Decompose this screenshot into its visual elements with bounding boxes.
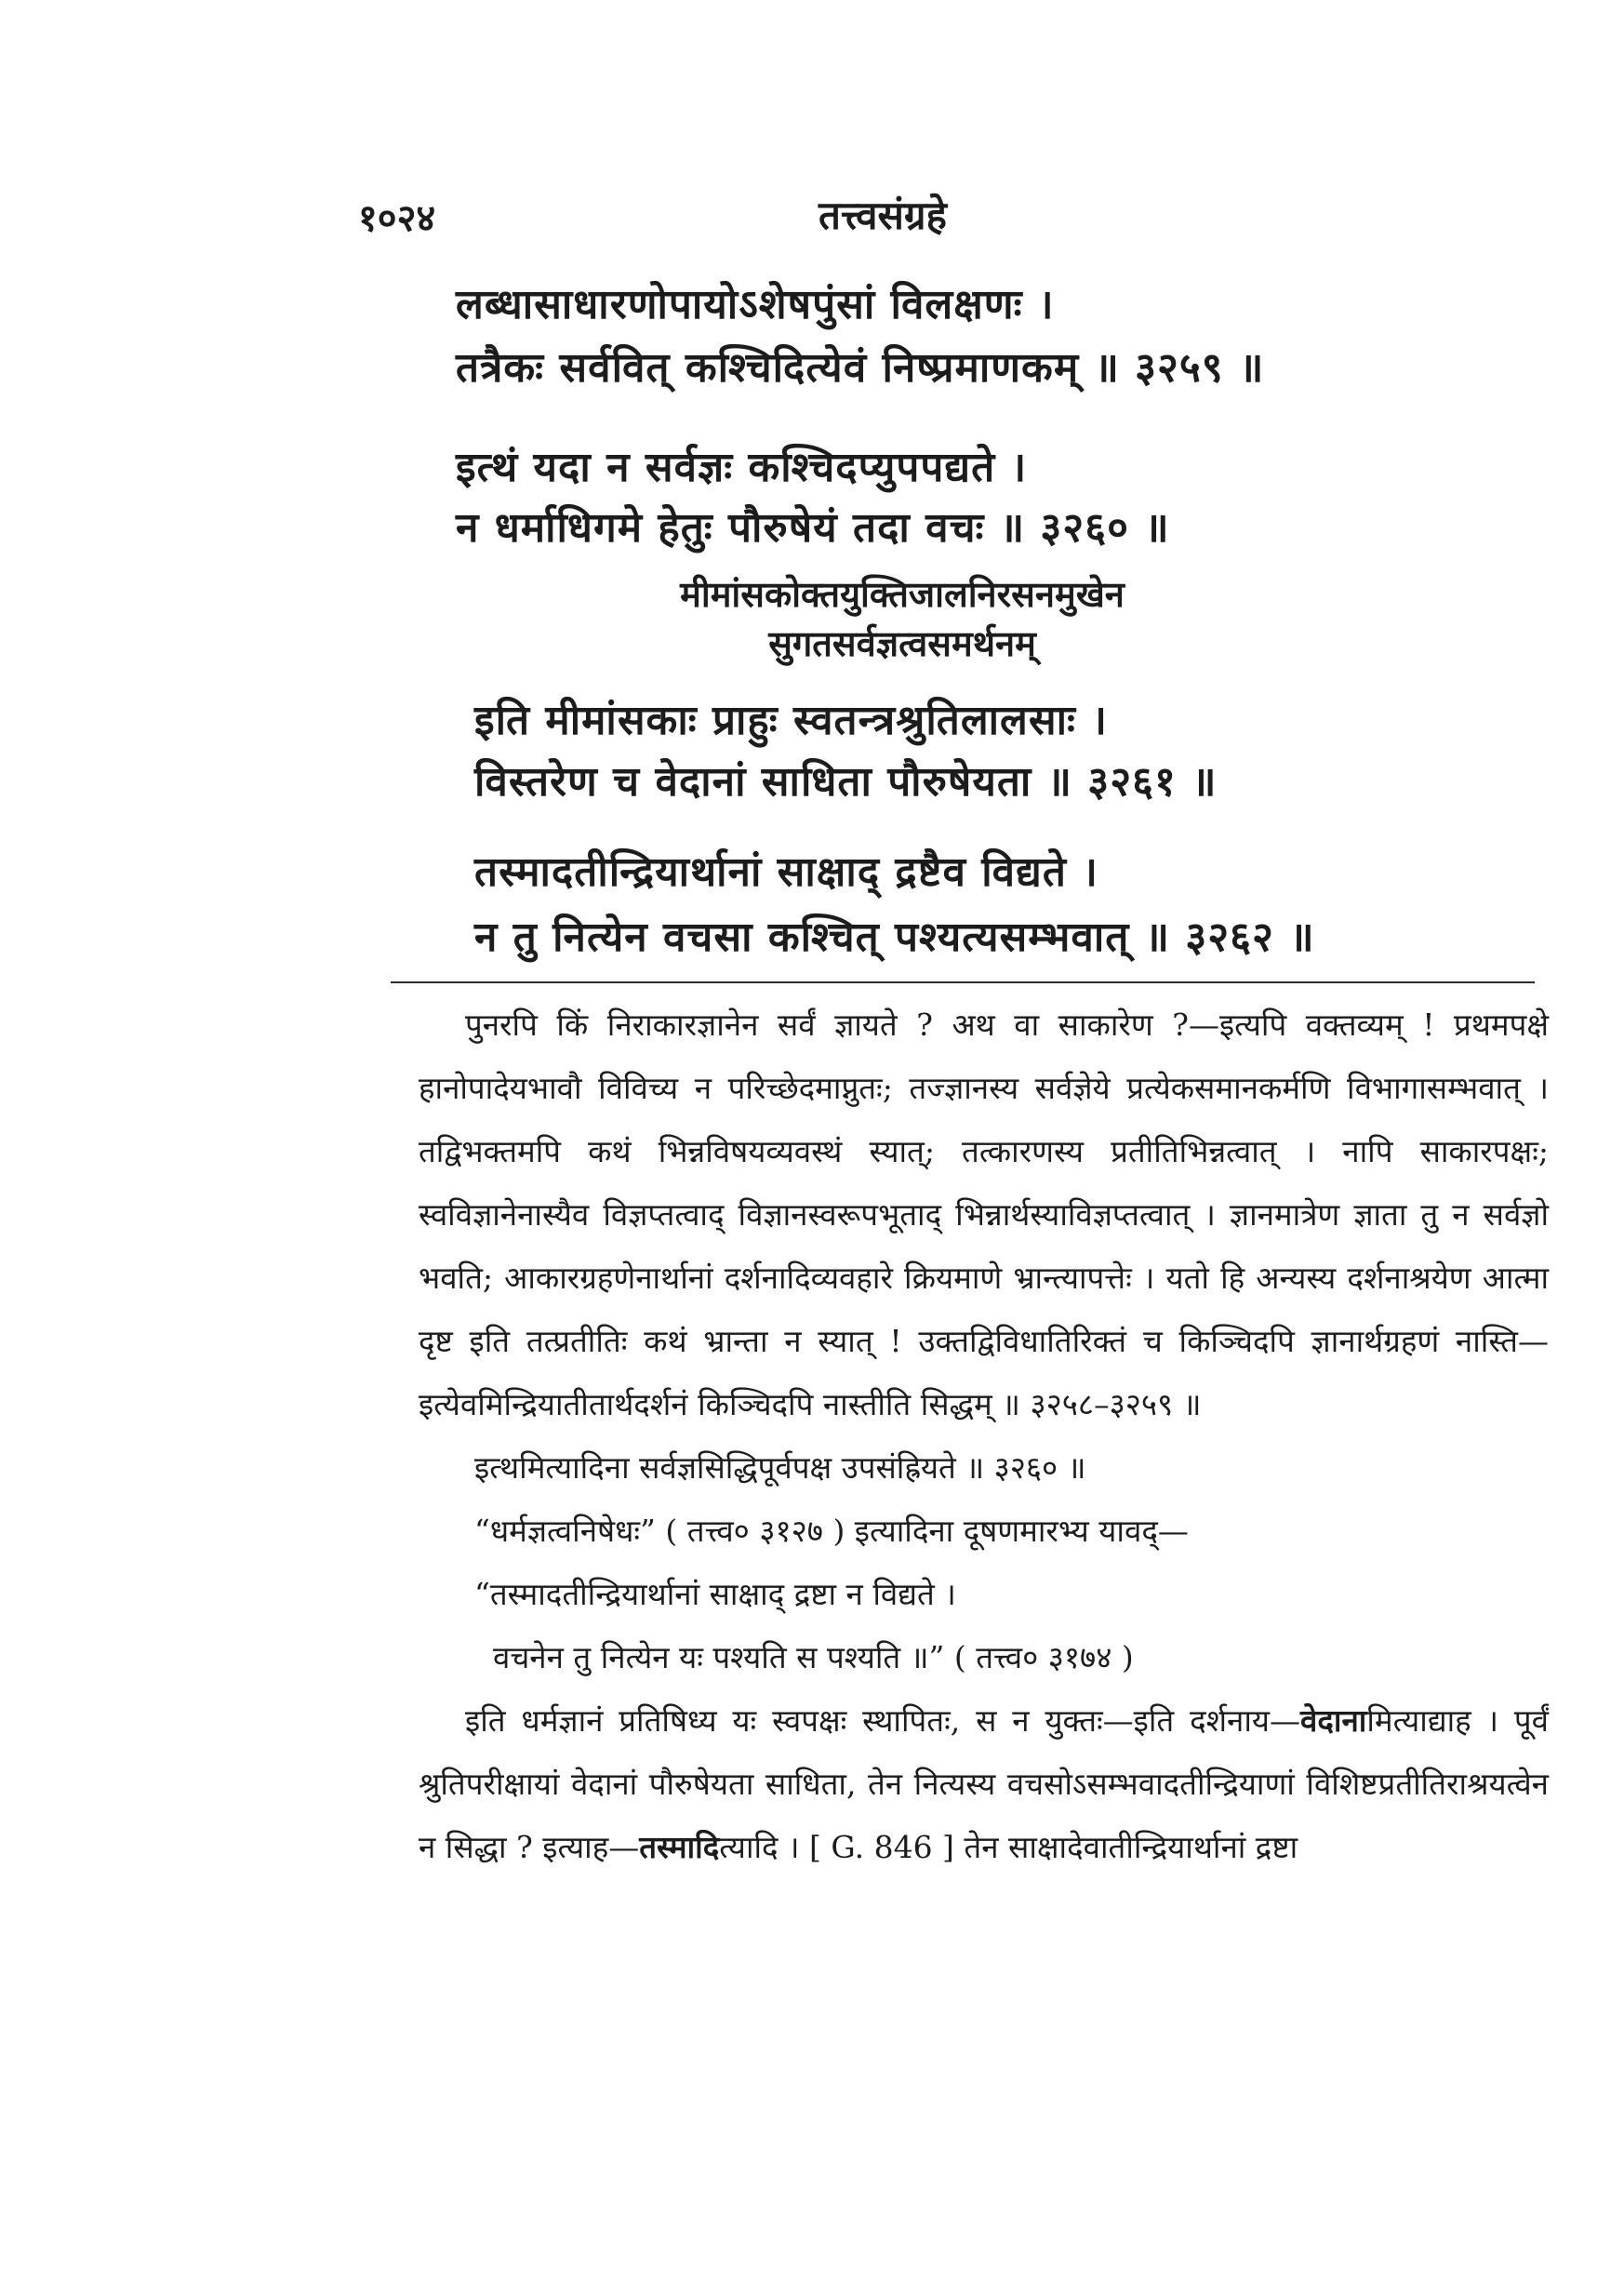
commentary-block (419, 994, 1549, 1879)
commentary-paragraph-4: “तस्मादतीन्द्रियार्थानां साक्षाद् द्रष्टा न विद्यते । (474, 1576, 956, 1612)
verse-3260-line-a: इत्थं यदा न सर्वज्ञः कश्चिदप्युपपद्यते । (456, 444, 1028, 491)
commentary-paragraph-2: इत्थमित्यादिना सर्वज्ञसिद्धिपूर्वपक्ष उपसंह्रियते ॥ ३२६० ॥ (474, 1449, 1086, 1486)
commentary-p6-bold-vedanam: वेदाना (1300, 1702, 1367, 1739)
verse-3261-line-b: विस्तरेण च वेदानां साधिता पौरुषेयता ॥ ३२६१ ॥ (474, 758, 1218, 806)
verse-3259-line-a: लब्धासाधारणोपायोऽशेषपुंसां विलक्षणः । (456, 281, 1055, 328)
verse-3262-line-b: न तु नित्येन वचसा कश्चित् पश्यत्यसम्भवात् ॥ ३२६२ ॥ (474, 914, 1315, 961)
verse-3261-line-a: इति मीमांसकाः प्राहुः स्वतन्त्रश्रुतिलालसाः । (474, 697, 1108, 744)
separator-rule (391, 981, 1535, 983)
commentary-paragraph-1: पुनरपि किं निराकारज्ञानेन सर्वं ज्ञायते ? अथ वा साकारेण ?—इत्यपि वक्तव्यम् ! प्रथमपक्षे हानोपादेयभावौ विविच्य न परिच्छेदमाप्नुतः; तज्ज्ञानस्य सर्वज्ञेये प्रत्येकसमानकर्मणि विभागासम्भवात् । तद्विभक्तमपि कथं भिन्नविषयव्यवस्थं स्यात्; तत्कारणस्य प्रतीतिभिन्नत्वात् । नापि साकारपक्षः; स्वविज्ञानेनास्यैव विज्ञप्तत्वाद् विज्ञानस्वरूपभूताद् भिन्नार्थस्याविज्ञप्तत्वात् । ज्ञानमात्रेण ज्ञाता तु न सर्वज्ञो भवति; आकारग्रहणेनार्थानां दर्शनादिव्यवहारे क्रियमाणे भ्रान्त्यापत्तेः । यतो हि अन्यस्य दर्शनाश्रयेण आत्मा दृष्ट इति तत्प्रतीतिः कथं भ्रान्ता न स्यात् ! उक्तद्विविधातिरिक्तं च किञ्चिदपि ज्ञानार्थग्रहणं नास्ति—इत्येवमिन्द्रियातीतार्थदर्शनं किञ्चिदपि नास्तीति सिद्धम् ॥ ३२५८–३२५९ ॥ (419, 1007, 1549, 1422)
commentary-paragraph-6 (419, 1689, 1549, 1879)
commentary-p6-bold-tasmat: तस्मादि (639, 1829, 720, 1865)
commentary-p6-middle: मित्याद्याह । पूर्वं श्रुतिपरीक्षायां वेदानां पौरुषेयता साधिता, तेन नित्यस्य वचसोऽसम्भवादतीन्द्रियाणां विशिष्टप्रतीतिराश्रयत्वेन न सिद्धा ? इत्याह— (419, 1702, 1549, 1865)
section-heading-line-1: मीमांसकोक्तयुक्तिजालनिरसनमुखेन (680, 573, 1125, 615)
commentary-paragraph-5: वचनेन तु नित्येन यः पश्यति स पश्यति ॥” ( तत्त्व० ३१७४ ) (493, 1639, 1134, 1675)
section-heading-line-2: सुगतसर्वज्ञत्वसमर्थनम् (768, 622, 1036, 664)
running-title: तत्त्वसंग्रहे (819, 193, 947, 238)
commentary-paragraph-3: “धर्मज्ञत्वनिषेधः” ( तत्त्व० ३१२७ ) इत्यादिना दूषणमारभ्य यावद्— (474, 1513, 1189, 1549)
verse-3259-line-b: तत्रैकः सर्ववित् कश्चिदित्येवं निष्प्रमाणकम् ॥ ३२५९ ॥ (456, 344, 1265, 392)
verse-3260-line-b: न धर्माधिगमे हेतुः पौरुषेयं तदा वचः ॥ ३२६० ॥ (456, 504, 1170, 552)
verse-3262-line-a: तस्मादतीन्द्रियार्थानां साक्षाद् द्रष्टैव विद्यते । (474, 848, 1098, 896)
commentary-p6-start: इति धर्मज्ञानं प्रतिषिध्य यः स्वपक्षः स्थापितः, स न युक्तः—इति दर्शनाय— (465, 1702, 1301, 1739)
commentary-p6-end: त्यादि । [ G. 846 ] तेन साक्षादेवातीन्द्रियार्थानां द्रष्टा (719, 1829, 1298, 1865)
page-number: १०२४ (358, 196, 436, 240)
